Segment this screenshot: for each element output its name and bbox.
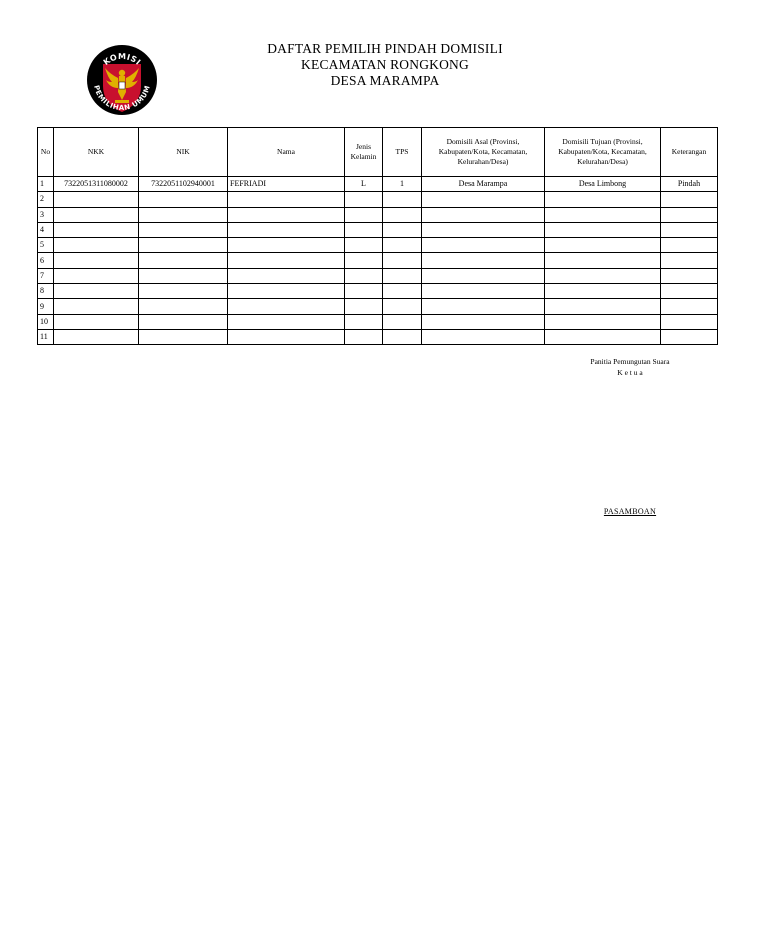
cell-tujuan [545,268,661,283]
col-header-domisili-tujuan: Domisili Tujuan (Provinsi, Kabupaten/Kota, Kecamatan, Kelurahan/Desa) [545,128,661,177]
cell-tps [383,299,422,314]
cell-nkk [54,284,139,299]
voter-table [37,127,718,345]
cell-nama [228,314,345,329]
cell-tujuan [545,192,661,207]
cell-nama [228,284,345,299]
cell-jk [345,314,383,329]
cell-no: 2 [38,192,54,207]
col-header-no: No [38,128,54,177]
cell-jk [345,207,383,222]
cell-asal [422,314,545,329]
cell-no: 3 [38,207,54,222]
cell-nik [139,238,228,253]
cell-no: 10 [38,314,54,329]
cell-nik [139,329,228,344]
table-row [38,299,718,314]
cell-nik [139,222,228,237]
cell-jk [345,238,383,253]
title-line-2: KECAMATAN RONGKONG [301,57,469,72]
cell-nama [228,268,345,283]
table-row [38,207,718,222]
cell-ket [661,314,718,329]
table-row [38,253,718,268]
cell-tps [383,253,422,268]
cell-asal [422,329,545,344]
signature-title: Panitia Pemungutan Suara [590,357,670,366]
cell-no: 4 [38,222,54,237]
cell-asal [422,284,545,299]
cell-jk: L [345,177,383,192]
cell-tujuan [545,314,661,329]
signature-role: K e t u a [617,368,643,377]
cell-jk [345,222,383,237]
cell-no: 1 [38,177,54,192]
cell-nkk: 7322051311080002 [54,177,139,192]
table-row [38,268,718,283]
cell-nama [228,329,345,344]
cell-no: 6 [38,253,54,268]
cell-nik: 7322051102940001 [139,177,228,192]
cell-tps [383,238,422,253]
cell-tps [383,284,422,299]
cell-tujuan: Desa Limbong [545,177,661,192]
col-header-nama: Nama [228,128,345,177]
table-row [38,222,718,237]
cell-nik [139,299,228,314]
cell-no: 9 [38,299,54,314]
cell-tujuan [545,238,661,253]
cell-tujuan [545,207,661,222]
cell-no: 7 [38,268,54,283]
cell-nama [228,222,345,237]
table-row [38,192,718,207]
cell-nik [139,284,228,299]
cell-tps [383,192,422,207]
cell-asal [422,192,545,207]
cell-asal [422,238,545,253]
cell-asal [422,253,545,268]
cell-nkk [54,238,139,253]
cell-nama: FEFRIADI [228,177,345,192]
logo-top-text: KOMISI [101,51,143,68]
cell-jk [345,268,383,283]
cell-nkk [54,299,139,314]
cell-nama [228,299,345,314]
cell-tujuan [545,299,661,314]
cell-nkk [54,253,139,268]
cell-nama [228,253,345,268]
cell-ket: Pindah [661,177,718,192]
kpu-logo [86,42,158,118]
cell-ket [661,253,718,268]
cell-asal [422,299,545,314]
cell-nik [139,207,228,222]
cell-nama [228,207,345,222]
cell-jk [345,284,383,299]
cell-tps: 1 [383,177,422,192]
cell-nkk [54,222,139,237]
cell-nkk [54,329,139,344]
table-row [38,177,718,192]
logo-bottom-text: PEMILIHAN UMUM [92,84,152,113]
cell-nama [228,192,345,207]
col-header-nik: NIK [139,128,228,177]
cell-nik [139,314,228,329]
col-header-tps: TPS [383,128,422,177]
cell-nkk [54,207,139,222]
cell-ket [661,192,718,207]
cell-ket [661,299,718,314]
cell-asal [422,222,545,237]
cell-tujuan [545,284,661,299]
cell-nik [139,253,228,268]
cell-tujuan [545,329,661,344]
col-header-domisili-asal: Domisili Asal (Provinsi, Kabupaten/Kota, Kecamatan, Kelurahan/Desa) [422,128,545,177]
cell-ket [661,238,718,253]
col-header-nkk: NKK [54,128,139,177]
cell-tps [383,207,422,222]
cell-asal: Desa Marampa [422,177,545,192]
cell-no: 11 [38,329,54,344]
cell-ket [661,329,718,344]
cell-ket [661,284,718,299]
cell-asal [422,268,545,283]
col-header-keterangan: Keterangan [661,128,718,177]
cell-ket [661,207,718,222]
cell-jk [345,299,383,314]
cell-nkk [54,314,139,329]
table-row [38,329,718,344]
col-header-jenis-kelamin: Jenis Kelamin [345,128,383,177]
cell-no: 5 [38,238,54,253]
title-line-3: DESA MARAMPA [330,73,440,88]
table-header-row [38,128,718,177]
cell-nama [228,238,345,253]
table-row [38,284,718,299]
cell-ket [661,268,718,283]
cell-nik [139,268,228,283]
cell-asal [422,207,545,222]
cell-tps [383,329,422,344]
document-title [200,41,570,89]
cell-nik [139,192,228,207]
cell-nkk [54,192,139,207]
cell-tps [383,268,422,283]
signature-block [570,356,690,378]
table-row [38,238,718,253]
cell-ket [661,222,718,237]
cell-jk [345,329,383,344]
title-line-1: DAFTAR PEMILIH PINDAH DOMISILI [267,41,503,56]
cell-tps [383,314,422,329]
table-row [38,314,718,329]
cell-jk [345,192,383,207]
cell-no: 8 [38,284,54,299]
cell-tujuan [545,222,661,237]
cell-nkk [54,268,139,283]
signature-name: PASAMBOAN [603,507,657,516]
cell-jk [345,253,383,268]
cell-tps [383,222,422,237]
cell-tujuan [545,253,661,268]
